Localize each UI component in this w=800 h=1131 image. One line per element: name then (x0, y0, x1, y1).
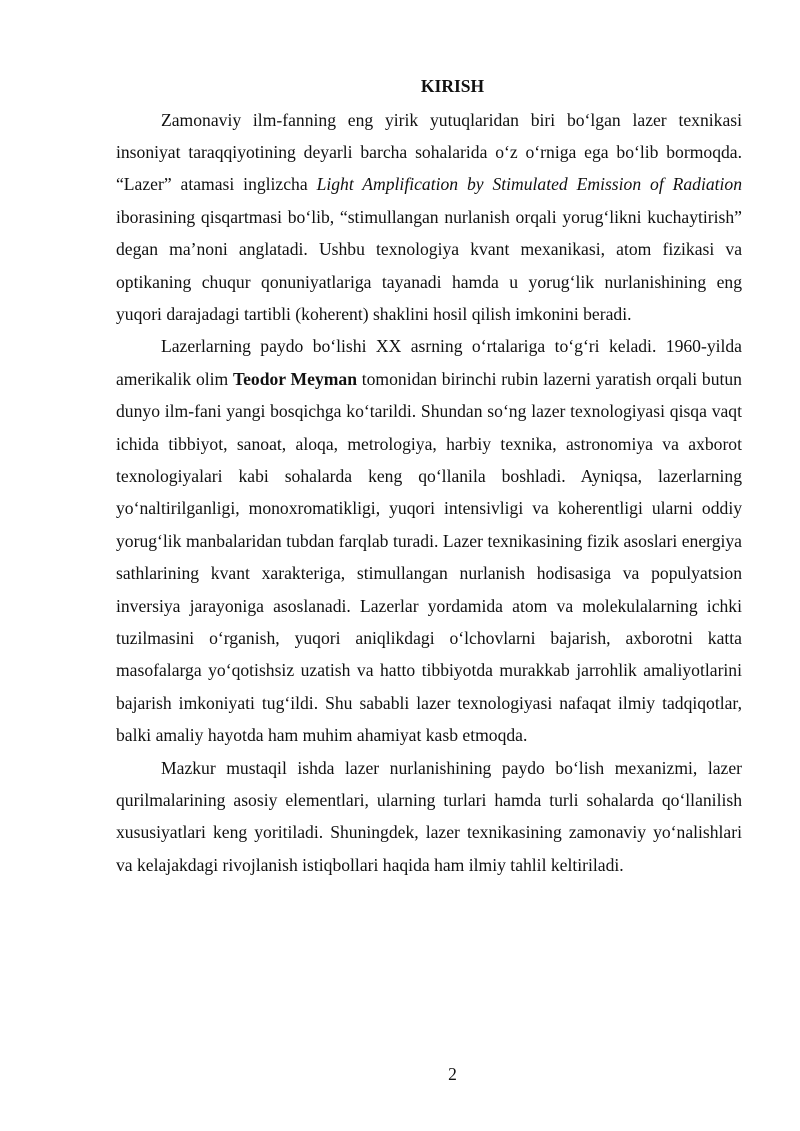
paragraph-history-text-b: tomonidan birinchi rubin lazerni yaratish orqali butun dunyo ilm-fani yangi bosqichga ko‘tarildi. Shundan so‘ng lazer texnologiyasi qisqa vaqt ichida tibbiyot, sanoat, aloqa, metrologiya, harbiy texnika, astronomiya va axborot texnologiyalari kabi sohalarda keng qo‘llanila boshladi. Ayniqsa, lazerlarning yo‘naltirilganligi, monoxromatikligi, yuqori intensivligi va koherentligi ularni oddiy yorug‘lik manbalaridan tubdan farqlab turadi. Lazer texnikasining fizik asoslari energiya sathlarining kvant xarakteriga, stimullangan nurlanish hodisasiga va populyatsion inversiya jarayoniga asoslanadi. Lazerlar yordamida atom va molekulalarning ichki tuzilmasini o‘rganish, yuqori aniqlikdagi o‘lchovlarni bajarish, axborotni katta masofalarga yo‘qotishsiz uzatish va hatto tibbiyotda murakkab jarrohlik amaliyotlarini bajarish imkoniyati tug‘ildi. Shu sababli lazer texnologiyasi nafaqat ilmiy tadqiqotlar, balki amaliy hayotda ham muhim ahamiyat kasb etmoqda. (116, 368, 742, 746)
paragraph-intro (116, 104, 742, 331)
paragraph-history (116, 330, 742, 751)
body-text (116, 104, 742, 882)
page-number: 2 (448, 1064, 457, 1084)
paragraph-intro-text-b: iborasining qisqartmasi bo‘lib, “stimullangan nurlanish orqali yorug‘likni kuchaytirish” degan ma’noni anglatadi. Ushbu texnologiya kvant mexanikasi, atom fizikasi va optikaning chuqur qonuniyatlariga tayanadi hamda u yorug‘lik nurlanishining eng yuqori darajadagi tartibli (koherent) shaklini hosil qilish imkonini beradi. (116, 206, 742, 324)
paragraph-intro-italic-phrase: Light Amplification by Stimulated Emission of Radiation (316, 174, 743, 195)
paragraph-intro-text-a: Zamonaviy ilm-fanning eng yirik yutuqlaridan biri bo‘lgan lazer texnikasi insoniyat taraqqiyotining deyarli barcha sohalarida o‘z o‘rniga ega bo‘lib bormoqda. “Lazer” atamasi inglizcha (116, 109, 742, 195)
section-heading: KIRISH (420, 76, 485, 96)
paragraph-history-bold-name: Teodor Meyman (232, 368, 357, 389)
paragraph-scope: Mazkur mustaqil ishda lazer nurlanishining paydo bo‘lish mexanizmi, lazer qurilmalarining asosiy elementlari, ularning turlari hamda turli sohalarda qo‘llanilish xususiyatlari keng yoritiladi. Shuningdek, lazer texnikasining zamonaviy yo‘nalishlari va kelajakdagi rivojlanish istiqbollari haqida ham ilmiy tahlil keltiriladi. (116, 757, 742, 875)
paragraph-history-text-a: Lazerlarning paydo bo‘lishi XX asrning o‘rtalariga to‘g‘ri keladi. 1960-yilda amerikalik olim (116, 336, 742, 389)
